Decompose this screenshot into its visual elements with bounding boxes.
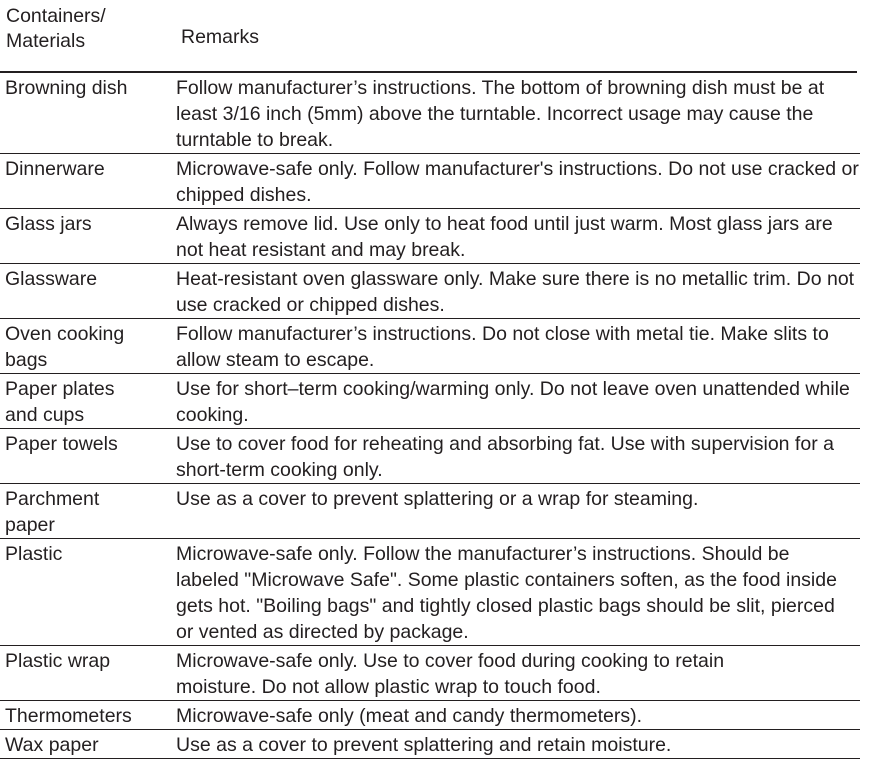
table-row — [0, 730, 860, 759]
material-cell: Plastic wrap — [0, 646, 176, 701]
table-row — [0, 484, 860, 539]
material-cell: Paper towels — [0, 429, 176, 484]
remarks-cell: Follow manufacturer’s instructions. The bottom of browning dish must be at least 3/16 inch (5mm) above the turntable. Incorrect usage may cause the turntable to break. — [176, 73, 860, 154]
material-cell: Thermometers — [0, 701, 176, 730]
remarks-cell: Use as a cover to prevent splattering and retain moisture. — [176, 730, 860, 759]
table-row — [0, 539, 860, 646]
table-row — [0, 73, 860, 154]
remarks-cell: Follow manufacturer’s instructions. Do not close with metal tie. Make slits to allow steam to escape. — [176, 319, 860, 374]
material-cell: Glassware — [0, 264, 176, 319]
table-row — [0, 701, 860, 730]
material-cell: Wax paper — [0, 730, 176, 759]
table-row — [0, 646, 860, 701]
remarks-cell: Heat-resistant oven glassware only. Make sure there is no metallic trim. Do not use cracked or chipped dishes. — [176, 264, 860, 319]
material-cell: Parchment paper — [0, 484, 176, 539]
header-remarks: Remarks — [181, 26, 260, 48]
material-cell: Glass jars — [0, 209, 176, 264]
table-row — [0, 429, 860, 484]
header-containers-materials: Containers/ Materials — [6, 5, 106, 52]
material-cell: Plastic — [0, 539, 176, 646]
remarks-cell: Microwave-safe only (meat and candy thermometers). — [176, 701, 860, 730]
remarks-cell: Use to cover food for reheating and absorbing fat. Use with supervision for a short-term cooking only. — [176, 429, 860, 484]
material-cell: Paper plates and cups — [0, 374, 176, 429]
table-row — [0, 264, 860, 319]
table-row — [0, 374, 860, 429]
table-row — [0, 154, 860, 209]
remarks-cell: Use as a cover to prevent splattering or a wrap for steaming. — [176, 484, 860, 539]
table-row — [0, 319, 860, 374]
remarks-cell: Microwave-safe only. Follow the manufacturer’s instructions. Should be labeled "Microwave Safe". Some plastic containers soften, as the food inside gets hot. "Boiling bags" and tightly closed plastic bags should be slit, pierced or vented as directed by package. — [176, 539, 860, 646]
remarks-cell: Microwave-safe only. Use to cover food during cooking to retain moisture. Do not allow plastic wrap to touch food. — [176, 646, 860, 701]
material-cell: Oven cooking bags — [0, 319, 176, 374]
table-row — [0, 209, 860, 264]
material-cell: Browning dish — [0, 73, 176, 154]
remarks-cell: Use for short–term cooking/warming only. Do not leave oven unattended while cooking. — [176, 374, 860, 429]
materials-table — [0, 73, 860, 759]
remarks-cell: Always remove lid. Use only to heat food until just warm. Most glass jars are not heat resistant and may break. — [176, 209, 860, 264]
table-header — [0, 0, 877, 71]
remarks-cell: Microwave-safe only. Follow manufacturer's instructions. Do not use cracked or chipped dishes. — [176, 154, 860, 209]
material-cell: Dinnerware — [0, 154, 176, 209]
